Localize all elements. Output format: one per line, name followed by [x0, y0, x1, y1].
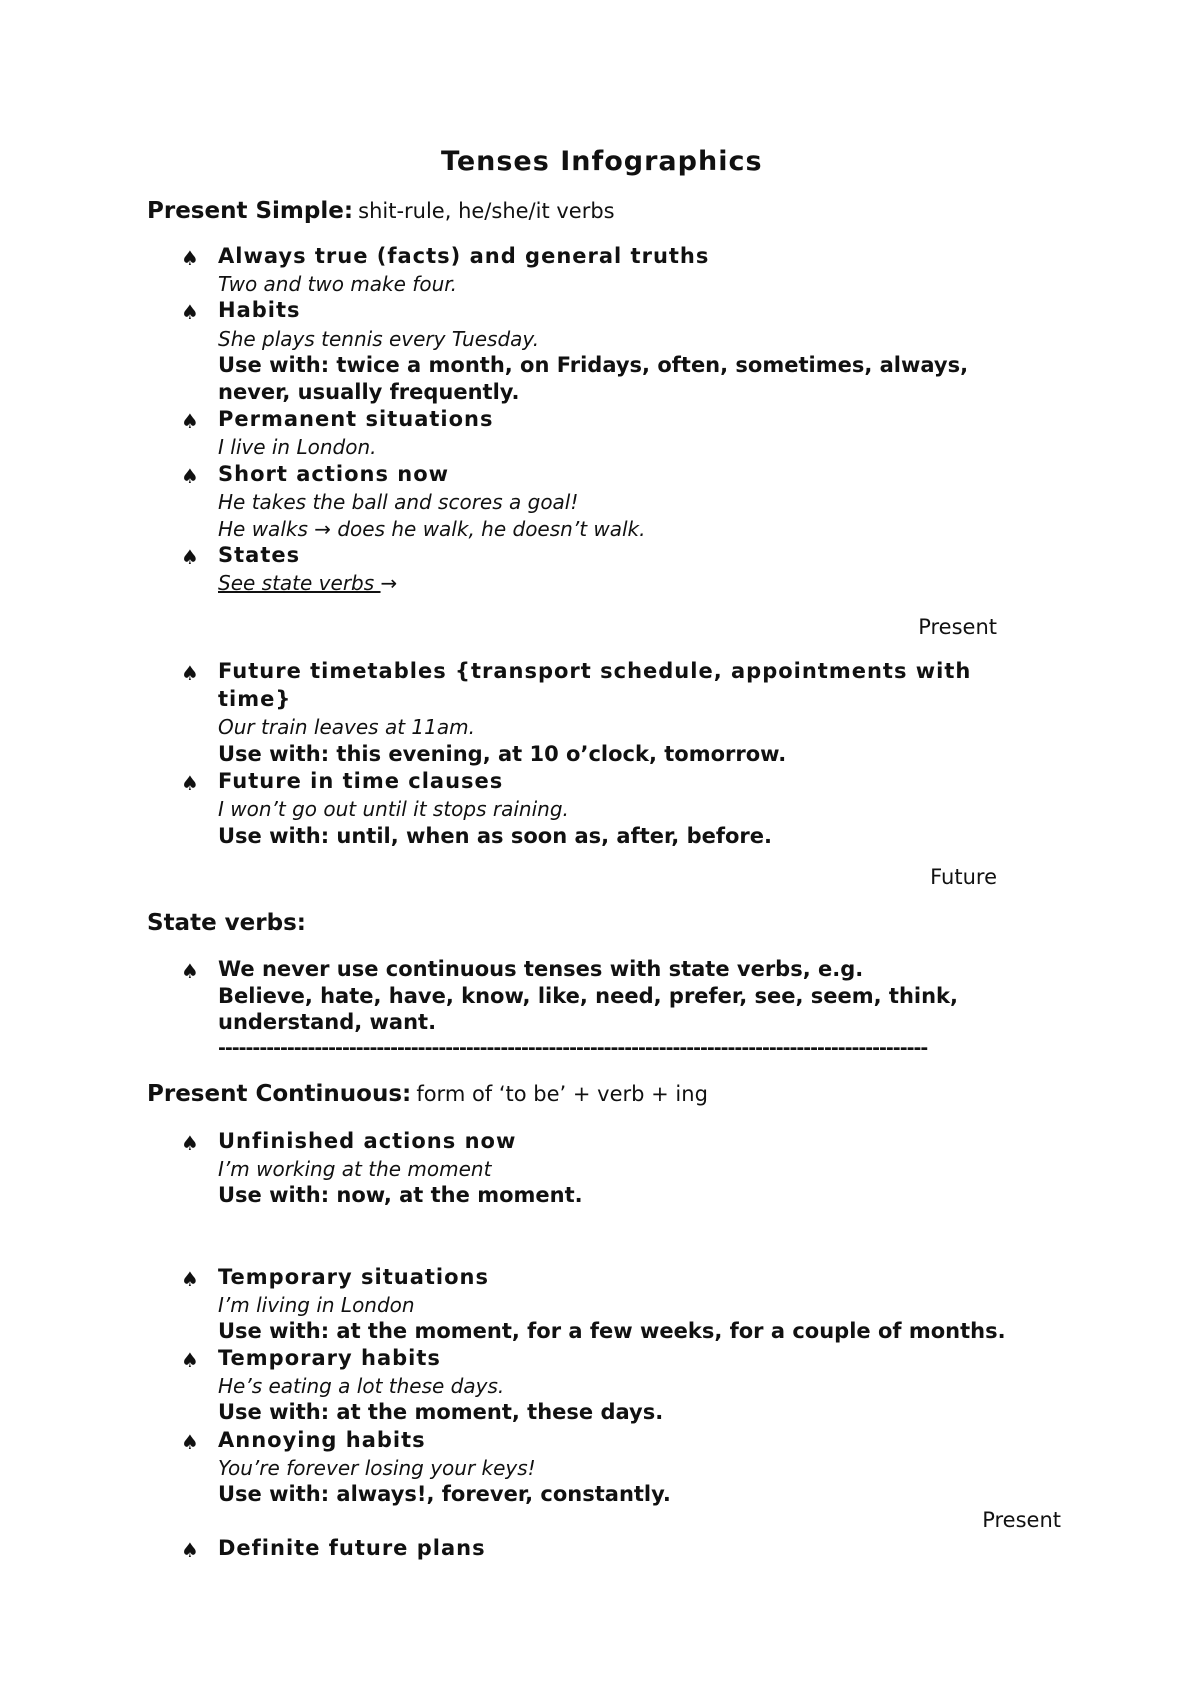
- spade-bullet-icon: ♠: [181, 464, 199, 488]
- list-item-example: She plays tennis every Tuesday.: [218, 327, 540, 351]
- use-with-line: Use with: at the moment, these days.: [218, 1400, 664, 1424]
- spade-bullet-icon: ♠: [181, 1131, 199, 1155]
- use-with-line: Use with: until, when as soon as, after, before.: [218, 824, 772, 848]
- list-item-example: I won’t go out until it stops raining.: [218, 797, 569, 821]
- list-item-example: He takes the ball and scores a goal!: [218, 490, 579, 514]
- state-verbs-line: understand, want.: [218, 1010, 437, 1034]
- present-simple-title: Present Simple:: [147, 198, 354, 224]
- spade-bullet-icon: ♠: [181, 771, 199, 795]
- list-item-label: Future timetables {transport schedule, appointments with: [218, 659, 972, 683]
- use-with-line: Use with: now, at the moment.: [218, 1183, 583, 1207]
- list-item-example: I live in London.: [218, 435, 377, 459]
- spade-bullet-icon: ♠: [181, 300, 199, 324]
- list-item-example: He’s eating a lot these days.: [218, 1374, 505, 1398]
- list-item-label: time}: [218, 687, 292, 711]
- document-title: Tenses Infographics: [441, 146, 763, 177]
- state-verbs-line: We never use continuous tenses with state verbs, e.g.: [218, 957, 864, 981]
- list-item-label: Annoying habits: [218, 1428, 426, 1452]
- present-simple-subtitle: shit-rule, he/she/it verbs: [358, 199, 615, 223]
- future-label: Future: [930, 865, 997, 889]
- present-continuous-heading: [147, 1081, 708, 1107]
- use-with-line: Use with: always!, forever, constantly.: [218, 1482, 671, 1506]
- use-with-line: Use with: at the moment, for a few weeks, for a couple of months.: [218, 1319, 1006, 1343]
- spade-bullet-icon: ♠: [181, 661, 199, 685]
- list-item-label: Habits: [218, 298, 301, 322]
- spade-bullet-icon: ♠: [181, 959, 199, 983]
- use-with-line: never, usually frequently.: [218, 380, 520, 404]
- state-verbs-heading: State verbs:: [147, 910, 306, 936]
- state-verbs-line: Believe, hate, have, know, like, need, prefer, see, seem, think,: [218, 984, 958, 1008]
- section-divider: -------------------------------------------------------------------------------------------------------: [218, 1037, 928, 1059]
- present-label: Present: [918, 615, 997, 639]
- arrow-right-icon: →: [380, 571, 398, 595]
- list-item-label: Always true (facts) and general truths: [218, 244, 710, 268]
- list-item-label: Temporary situations: [218, 1265, 489, 1289]
- list-item-label: Short actions now: [218, 462, 450, 486]
- spade-bullet-icon: ♠: [181, 545, 199, 569]
- state-verbs-link[interactable]: See state verbs: [218, 571, 381, 595]
- spade-bullet-icon: ♠: [181, 1348, 199, 1372]
- present-continuous-subtitle: form of ‘to be’ + verb + ing: [416, 1082, 708, 1106]
- spade-bullet-icon: ♠: [181, 1538, 199, 1562]
- use-with-line: Use with: this evening, at 10 o’clock, tomorrow.: [218, 742, 787, 766]
- state-verbs-link-row: [218, 571, 397, 595]
- list-item-example: I’m living in London: [218, 1293, 415, 1317]
- list-item-example: He walks → does he walk, he doesn’t walk.: [218, 517, 646, 541]
- spade-bullet-icon: ♠: [181, 409, 199, 433]
- spade-bullet-icon: ♠: [181, 1430, 199, 1454]
- list-item-label: Temporary habits: [218, 1346, 441, 1370]
- list-item-example: Our train leaves at 11am.: [218, 715, 475, 739]
- present-simple-heading: [147, 198, 615, 224]
- use-with-line: Use with: twice a month, on Fridays, often, sometimes, always,: [218, 353, 969, 377]
- list-item-label: Permanent situations: [218, 407, 494, 431]
- list-item-label: Future in time clauses: [218, 769, 504, 793]
- list-item-label: Unfinished actions now: [218, 1129, 517, 1153]
- present-label: Present: [982, 1508, 1061, 1532]
- present-continuous-title: Present Continuous:: [147, 1081, 412, 1107]
- list-item-label: States: [218, 543, 301, 567]
- list-item-example: I’m working at the moment: [218, 1157, 492, 1181]
- list-item-example: Two and two make four.: [218, 272, 457, 296]
- list-item-label: Definite future plans: [218, 1536, 486, 1560]
- list-item-example: You’re forever losing your keys!: [218, 1456, 536, 1480]
- spade-bullet-icon: ♠: [181, 246, 199, 270]
- spade-bullet-icon: ♠: [181, 1267, 199, 1291]
